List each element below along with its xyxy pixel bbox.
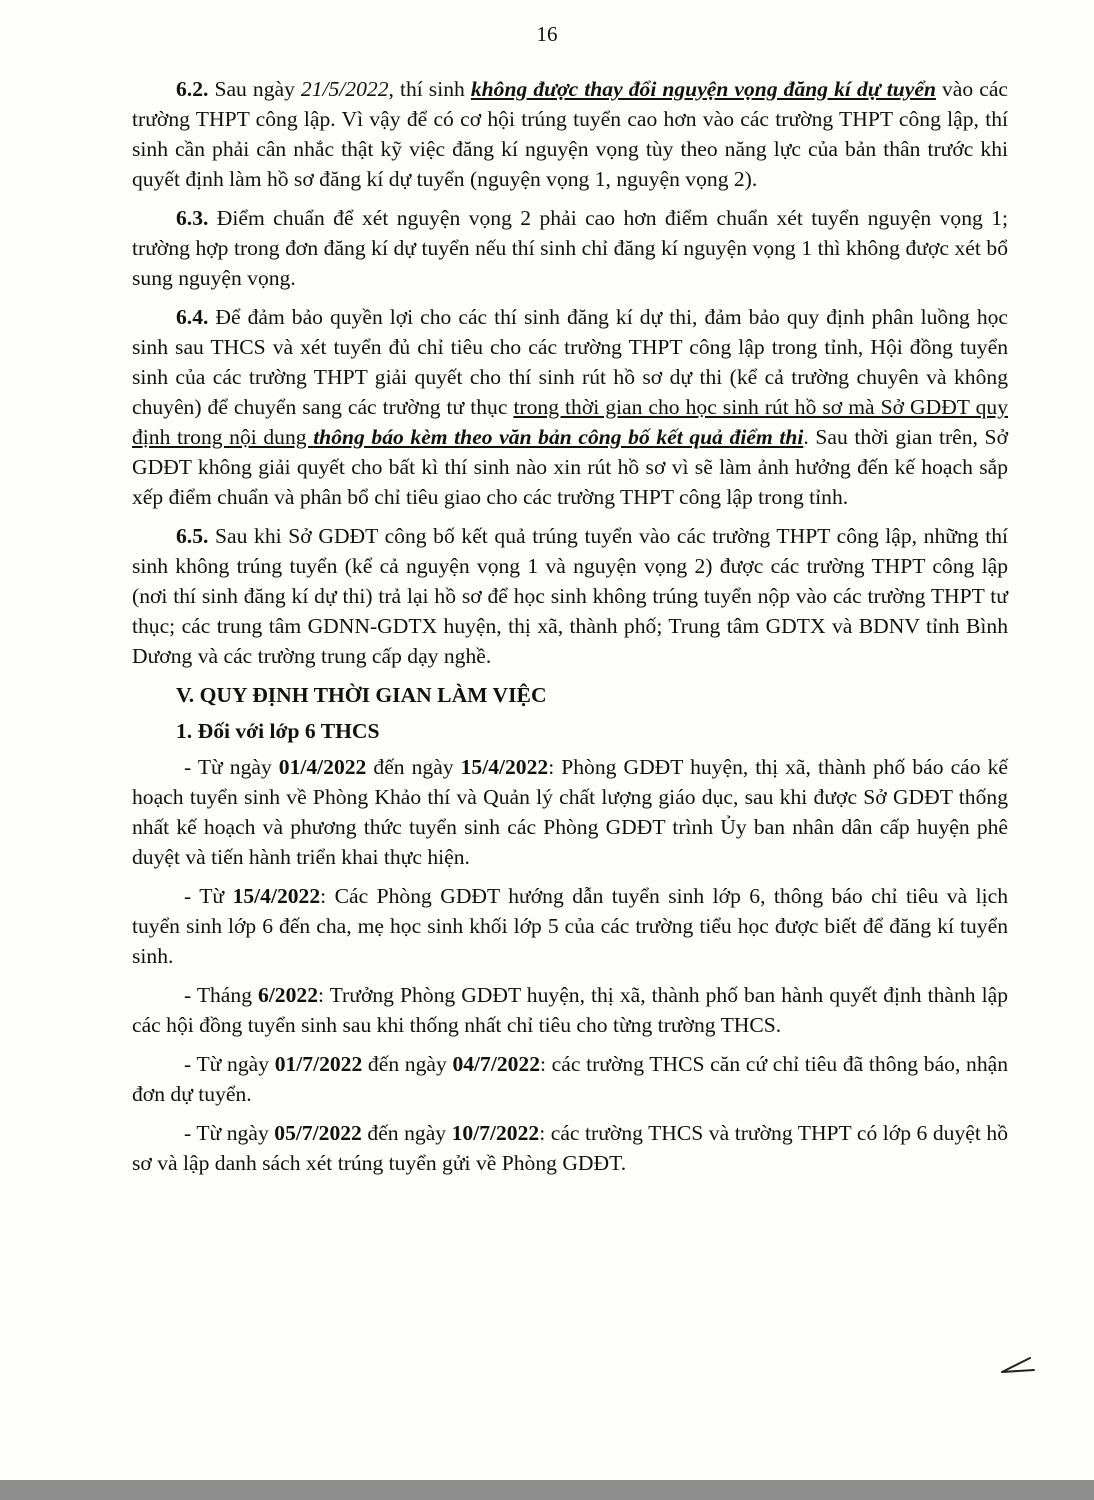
- text: , thí sinh: [388, 77, 471, 101]
- text: : Trưởng Phòng GDĐT huyện, thị xã, thành phố ban hành quyết định thành lập các hội đồng tuyển sinh sau khi thống nhất chỉ tiêu cho từng trường THCS.: [132, 983, 1008, 1037]
- text: : Phòng GDĐT huyện, thị xã, thành phố báo cáo kế hoạch tuyển sinh về Phòng Khảo thí và Quản lý chất lượng giáo dục, sau khi được Sở GDĐT thống nhất kế hoạch và phương thức tuyển sinh các Phòng GDĐT trình Ủy ban nhân dân cấp huyện phê duyệt và tiến hành triển khai thực hiện.: [132, 755, 1008, 869]
- text: đến ngày: [362, 1052, 453, 1076]
- bullet-item: [132, 1118, 1008, 1178]
- text: - Từ: [184, 884, 233, 908]
- initial-mark-icon: [1000, 1352, 1036, 1376]
- paragraph-6-2: [132, 74, 1008, 194]
- bullet-item: [132, 881, 1008, 971]
- date: 6/2022: [258, 983, 318, 1007]
- date: 15/4/2022: [232, 884, 321, 908]
- paragraph-6-5: [132, 521, 1008, 671]
- text: : các trường THCS căn cứ chỉ tiêu đã thông báo, nhận đơn dự tuyển.: [132, 1052, 1008, 1106]
- text: : Các Phòng GDĐT hướng dẫn tuyển sinh lớp 6, thông báo chỉ tiêu và lịch tuyển sinh lớp 6 đến cha, mẹ học sinh khối lớp 5 của các trường tiểu học được biết để đăng kí tuyển sinh.: [132, 884, 1008, 968]
- text: Sau khi Sở GDĐT công bố kết quả trúng tuyển vào các trường THPT công lập, những thí sinh không trúng tuyển (kể cả nguyện vọng 1 và nguyện vọng 2) được các trường THPT công lập (nơi thí sinh đăng kí dự thi) trả lại hồ sơ để học sinh không trúng tuyển nộp vào các trường THPT tư thục; các trung tâm GDNN-GDTX huyện, thị xã, thành phố; Trung tâm GDTX và BDNV tỉnh Bình Dương và các trường trung cấp dạy nghề.: [132, 524, 1008, 668]
- text: . Sau thời gian trên, Sở GDĐT không giải quyết cho bất kì thí sinh nào xin rút hồ sơ vì sẽ làm ảnh hưởng đến kế hoạch sắp xếp điểm chuẩn và phân bổ chỉ tiêu giao cho các trường THPT công lập trong tỉnh.: [132, 425, 1008, 509]
- text: - Từ ngày: [184, 1121, 275, 1145]
- page-number: 16: [536, 22, 558, 46]
- text: - Từ ngày: [184, 755, 279, 779]
- date: 05/7/2022: [274, 1121, 362, 1145]
- text: Sau ngày: [208, 77, 301, 101]
- date: 01/7/2022: [274, 1052, 363, 1076]
- bullet-item: [132, 1049, 1008, 1109]
- date: 10/7/2022: [451, 1121, 540, 1145]
- item-number: 6.5.: [176, 524, 209, 548]
- text: vào các trường THPT công lập. Vì vậy để có cơ hội trúng tuyển cao hơn vào các trường THPT công lập, thí sinh cần phải cân nhắc thật kỹ việc đăng kí nguyện vọng tùy theo năng lực của bản thân trước khi quyết định làm hồ sơ đăng kí dự tuyển (nguyện vọng 1, nguyện vọng 2).: [132, 77, 1008, 191]
- date: 21/5/2022: [300, 77, 389, 101]
- emphasis: không được thay đổi nguyện vọng đăng kí dự tuyển: [470, 77, 936, 101]
- text: Điểm chuẩn để xét nguyện vọng 2 phải cao hơn điểm chuẩn xét tuyển nguyện vọng 1; trường hợp trong đơn đăng kí dự tuyển nếu thí sinh chỉ đăng kí nguyện vọng 1 thì không được xét bổ sung nguyện vọng.: [132, 206, 1008, 290]
- paragraph-6-4: [132, 302, 1008, 512]
- text: - Tháng: [184, 983, 259, 1007]
- text: đến ngày: [366, 755, 461, 779]
- text: - Từ ngày: [184, 1052, 275, 1076]
- sub-heading: 1. Đối với lớp 6 THCS: [176, 719, 380, 743]
- item-number: 6.2.: [176, 77, 209, 101]
- item-number: 6.4.: [176, 305, 209, 329]
- date: 01/4/2022: [278, 755, 367, 779]
- date: 04/7/2022: [452, 1052, 541, 1076]
- text: đến ngày: [361, 1121, 452, 1145]
- date: 15/4/2022: [460, 755, 549, 779]
- text: : các trường THCS và trường THPT có lớp 6 duyệt hồ sơ và lập danh sách xét trúng tuyển gửi về Phòng GDĐT.: [132, 1121, 1008, 1175]
- section-heading: V. QUY ĐỊNH THỜI GIAN LÀM VIỆC: [176, 683, 547, 707]
- emphasis: thông báo kèm theo văn bản công bố kết quả điểm thi: [313, 425, 804, 449]
- paragraph-6-3: [132, 203, 1008, 293]
- bullet-item: [132, 752, 1008, 872]
- item-number: 6.3.: [176, 206, 209, 230]
- underlined-text: trong thời gian cho học sinh rút hồ sơ mà Sở GDĐT quy định trong nội dung: [132, 395, 1008, 449]
- scan-bottom-edge: [0, 1480, 1094, 1500]
- bullet-item: [132, 980, 1008, 1040]
- document-body: [132, 74, 1008, 1187]
- text: Để đảm bảo quyền lợi cho các thí sinh đăng kí dự thi, đảm bảo quy định phân luồng học sinh sau THCS và xét tuyển đủ chỉ tiêu cho các trường THPT công lập trong tỉnh, Hội đồng tuyển sinh của các trường THPT giải quyết cho thí sinh rút hồ sơ dự thi (kể cả trường chuyên và không chuyên) để chuyển sang các trường tư thục: [132, 305, 1008, 419]
